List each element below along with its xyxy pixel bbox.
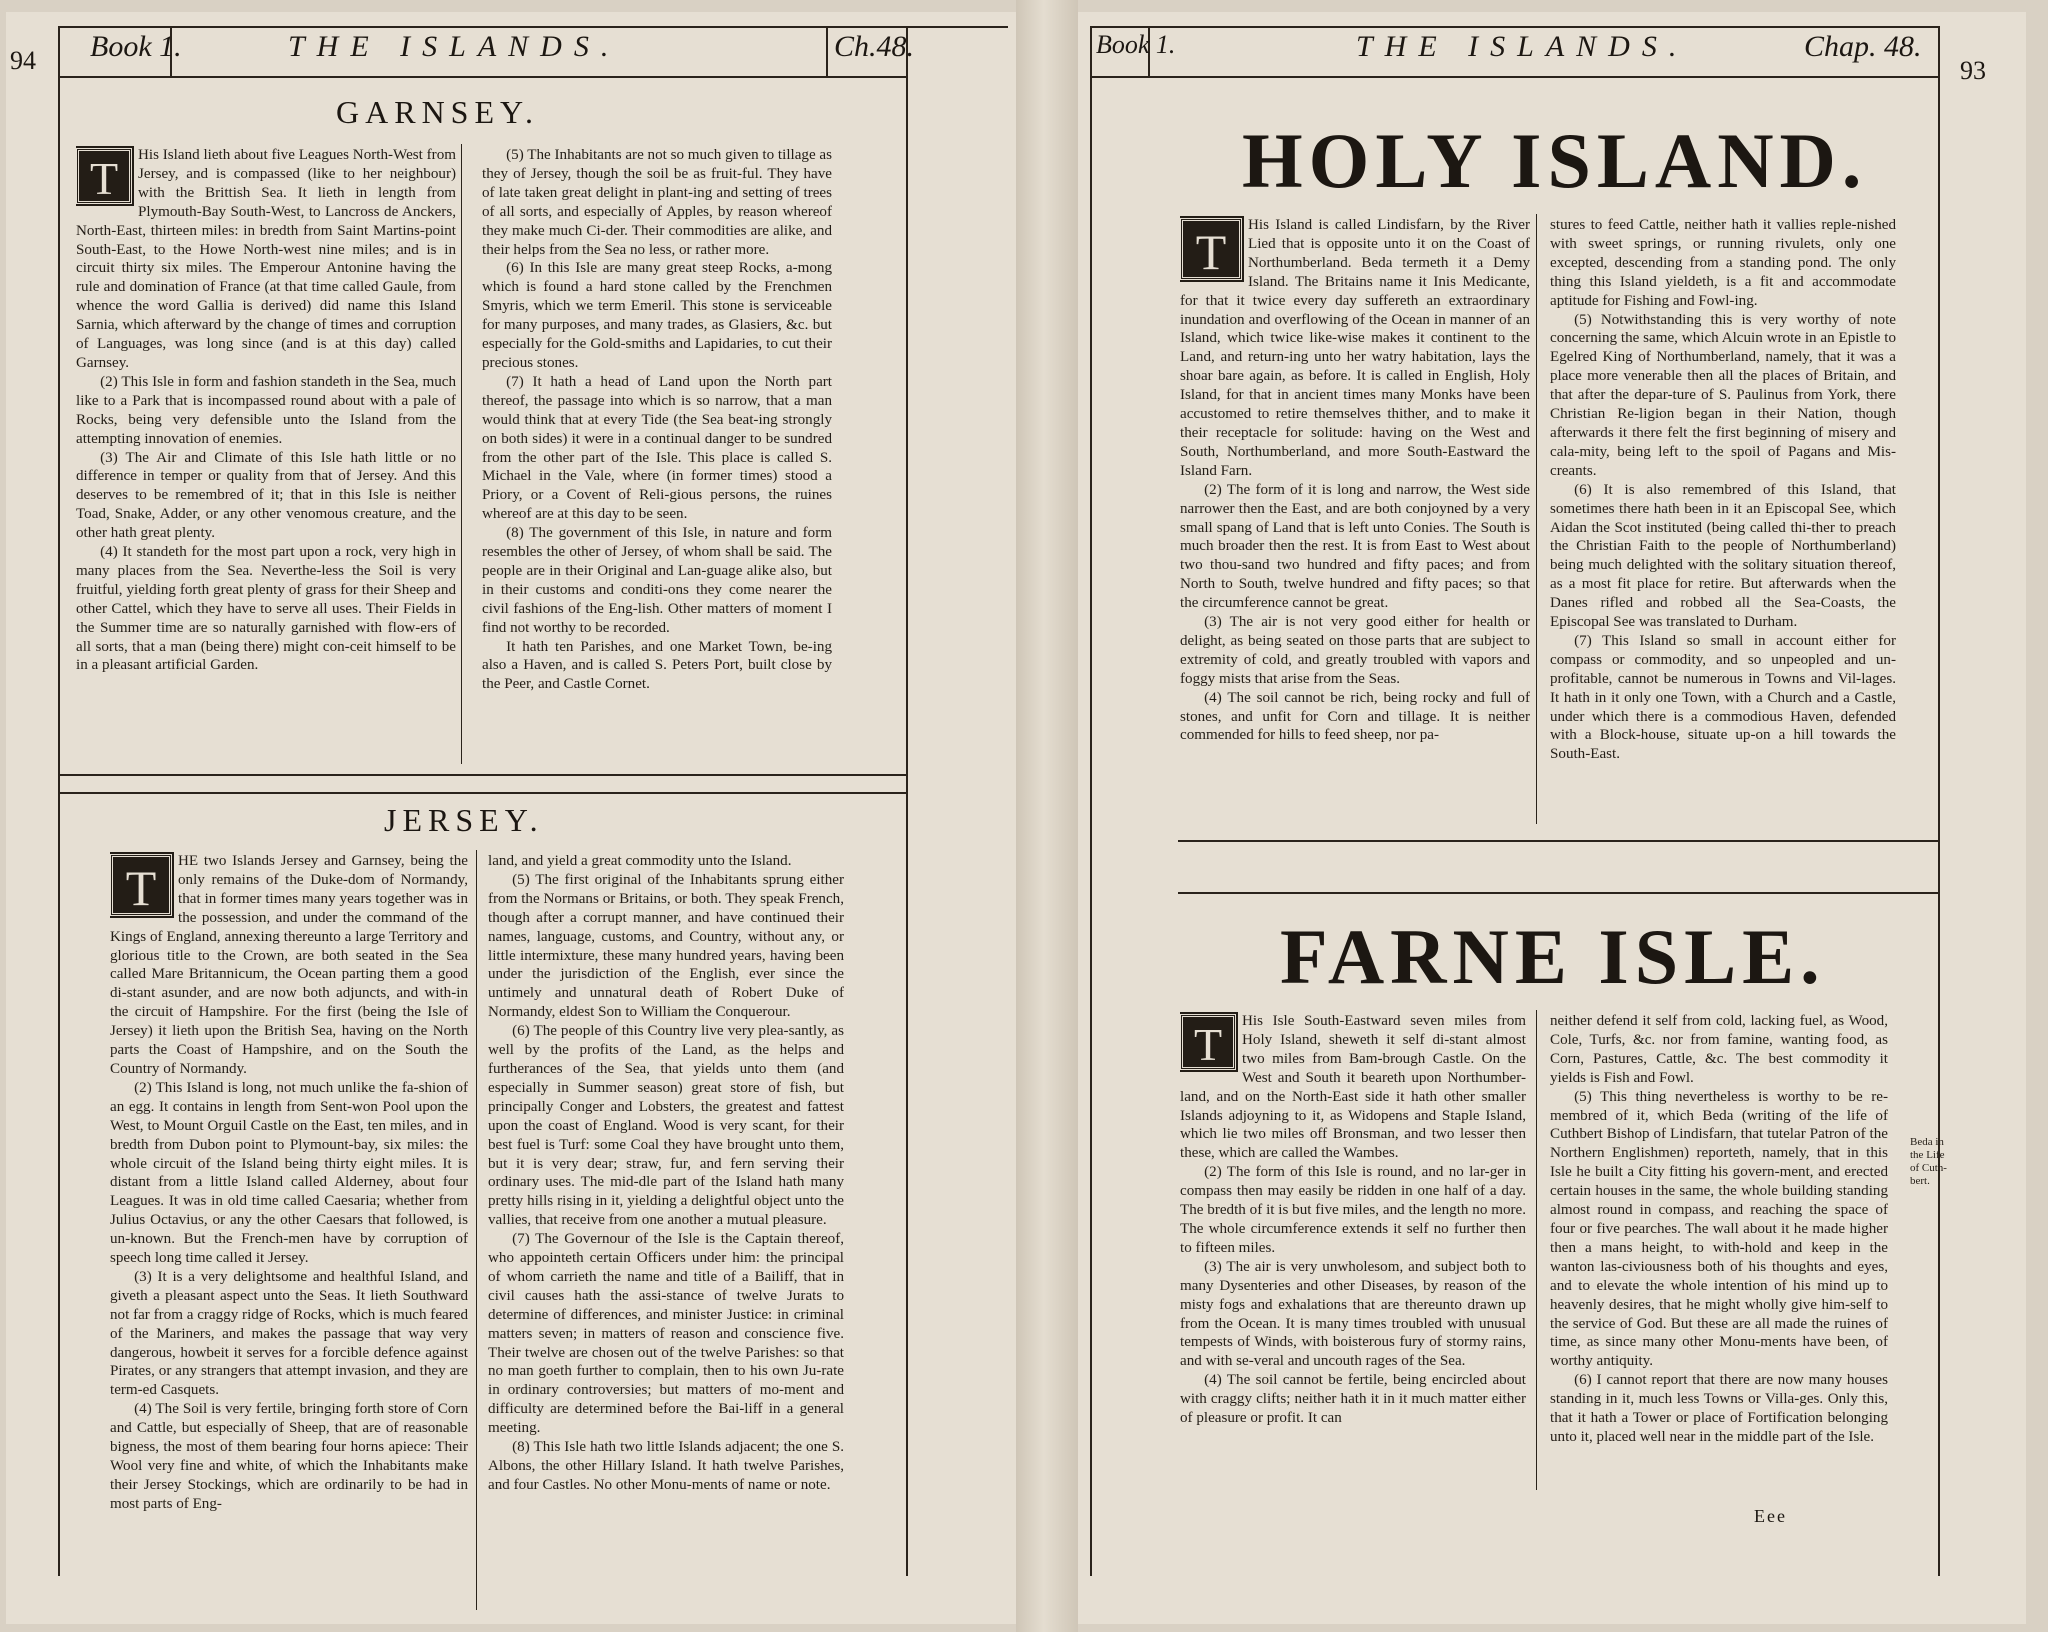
paragraph: (6) I cannot report that there are now many houses standing in it, much less Towns or Villa-ges. Only this, that it hath a Tower or place of Fortification belonging unto it, placed well near in the middle part of the Isle. xyxy=(1550,1372,1888,1445)
paragraph: (3) It is a very delightsome and healthful Island, and giveth a pleasant aspect unto the Seas. It lieth Southward not far from a craggy ridge of Rocks, which is much feared of the Mariners, and makes the passage that way very dangerous, howbeit it serves for a forcible defence against Pirates, or any strangers that attempt invasion, and they are term-ed Casquets. xyxy=(110,1268,468,1399)
paragraph: (7) This Island so small in account either for compass or commodity, and so unpeopled and un-profitable, cannot be numerous in Towns and Vil-lages. It hath in it only one Town, with a Church and a Castle, under which there is a commodious Haven, defended with a Block-house, situate up-on a hill towards the South-East. xyxy=(1550,632,1896,763)
paragraph: neither defend it self from cold, lacking fuel, as Wood, Cole, Turfs, &c. nor from famine, wanting food, as Corn, Pastures, Cattle, &c. The best commodity it yields is Fish and Fowl. xyxy=(1550,1013,1888,1086)
paragraph: (7) It hath a head of Land upon the North part thereof, the passage into which is so narrow, that a man would think that at every Tide (the Sea beat-ing strongly on both sides) it were in a continual danger to be sundred from the other part of the Isle. This place is called S. Michael in the Vale, where (in former times) stood a Priory, or a Covent of Reli-gious persons, the ruines whereof are at this day to be seen. xyxy=(482,373,832,523)
section-title-jersey: JERSEY. xyxy=(384,802,544,838)
frame-line xyxy=(58,26,1008,28)
book-gutter xyxy=(1016,0,1078,1632)
paragraph: (3) The Air and Climate of this Isle hath little or no difference in temper or quality from that of Jersey. And this deserves to be remembred of it; that in this Isle is neither Toad, Snake, Adder, or any other venomous creature, and the other hath great plenty. xyxy=(76,449,456,542)
paragraph: (4) It standeth for the most part upon a rock, very high in many places from the Sea. Neverthe-less the Soil is very fruitful, yielding forth great plenty of grass for their Sheep and other Cattel, which they have to serve all uses. Their Fields in the Summer time are so naturally garnished with flow-ers of all sorts, that a man (being there) might con-ceit himself to be in a pleasant artificial Garden. xyxy=(76,544,456,674)
catchword: Eee xyxy=(1754,1506,1787,1526)
paragraph: (4) The soil cannot be rich, being rocky and full of stones, and unfit for Corn and tillage. It is neither commended for hills to feed sheep, nor pa- xyxy=(1180,689,1530,744)
frame-line xyxy=(1938,26,1940,1576)
farne-isle-column-1 xyxy=(1180,1012,1526,1572)
running-header-chapter: Chap. 48. xyxy=(1804,30,1922,63)
paragraph: (2) This Island is long, not much unlike the fa-shion of an egg. It contains in length from Sent-won Pool upon the West, to Mount Orguil Castle on the East, ten miles, and in bredth from Dubon point to Plymount-bay, six miles: the whole circuit of the Island being thirty eight miles. It is distant from a little Island called Alderney, about four Leagues. It was in old time called Caesaria; whether from Julius Octavius, or any the other Caesars that followed, is un-known. But the French-men have by corruption of speech long time called it Jersey. xyxy=(110,1079,468,1267)
paragraph: His Island lieth about five Leagues North-West from Jersey, and is compassed (like to her neighbour) with the Brittish Sea. It lieth in length from Plymouth-Bay South-West, to Lancross de Anckers, North-East, thirteen miles: in bredth from Saint Martins-point South-East, to the Howe North-west nine miles; and is in circuit thirty six miles. The Emperour Antonine having the rule and domination of France (at that time called Gaule, from whence the word Gallia is derived) did name this Island Sarnia, which afterward by the change of times and corruption of Languages, was long since (and is at this day) called Garnsey. xyxy=(76,147,456,371)
running-header-book: Book 1. xyxy=(1096,30,1176,59)
paragraph: land, and yield a great commodity unto the Island. xyxy=(488,853,792,869)
holy-island-column-1 xyxy=(1180,216,1530,836)
section-divider xyxy=(1178,892,1938,894)
drop-cap: T xyxy=(1180,1014,1236,1070)
frame-line xyxy=(1090,26,1940,28)
column-divider xyxy=(1536,1010,1537,1490)
section-title-farne-isle: FARNE ISLE. xyxy=(1280,913,1826,1000)
drop-cap: T xyxy=(110,854,172,916)
paragraph: (8) This Isle hath two little Islands adjacent; the one S. Albons, the other Hillary Island. It hath twelve Parishes, and four Castles. No other Monu-ments of name or note. xyxy=(488,1439,844,1493)
jersey-column-2 xyxy=(488,852,844,1612)
paragraph: (2) The form of this Isle is round, and no lar-ger in compass then may easily be ridden in one half of a day. The bredth of it is but five miles, and the length no more. The whole circumference extends it self no further then to fifteen miles. xyxy=(1180,1164,1526,1256)
section-divider xyxy=(58,774,908,776)
jersey-column-1 xyxy=(110,852,468,1612)
paragraph: (5) The first original of the Inhabitants sprung either from the Normans or Britains, or both. They speak French, though after a corrupt manner, and have continued their names, language, customs, and Country, without any, or little intermixture, these many hundred years, having been under the jurisdiction of the English, ever since the untimely and unnatural death of Robert Duke of Normandy, eldest Son to William the Conquerour. xyxy=(488,871,844,1021)
farne-isle-column-2 xyxy=(1550,1012,1888,1522)
paragraph: His Island is called Lindisfarn, by the River Lied that is opposite unto it on the Coast of Northumberland. Beda termeth it a Demy Island. The Britains name it Inis Medicante, for that it twice every day suffereth an extraordinary inundation and overflowing of the Ocean in manner of an Island, which twice like-wise makes it continent to the Land, and return-ing unto her watry habitation, lays the shoar bare again, as before. It is called in English, Holy Island, for that in ancient times many Monks have been accustomed to retire themselves thither, and to make it their receptacle for solitude: having on the West and South, Northumberland, and more South-Eastward the Island Farn. xyxy=(1180,217,1530,479)
frame-line xyxy=(1090,76,1940,78)
paragraph: (5) Notwithstanding this is very worthy of note concerning the same, which Alcuin wrote in an Epistle to Egelred King of Northumberland, namely, that it was a place more venerable then all the places of Britain, and that after the depar-ture of S. Paulinus from York, there Christian Re-ligion began in their Nation, though afterwards it there felt the first beginning of misery and cala-mity, being left to the spoil of Pagans and Mis-creants. xyxy=(1550,311,1896,479)
page-number: 94 xyxy=(10,46,36,75)
paragraph: (2) The form of it is long and narrow, the West side narrower then the East, and are both conjoyned by a very small spang of Land that is left unto Conies. The South is much broader then the rest. It is from East to West about two thou-sand two hundred and fifty paces; and from North to South, twelve hundred and fifty paces; so that the circumference cannot be great. xyxy=(1180,481,1530,612)
paragraph: His Isle South-Eastward seven miles from Holy Island, sheweth it self di-stant almost two miles from Bam-brough Castle. On the West and South it beareth upon Northumber-land, and on the North-East side it hath other smaller Islands adjoyning to it, as Widopens and Staple Island, which lie two miles off Bronsman, and two lesser then these, which are called the Wambes. xyxy=(1180,1013,1526,1162)
left-page xyxy=(6,12,1016,1624)
running-header-title: THE ISLANDS. xyxy=(1356,30,1689,63)
drop-cap: T xyxy=(1180,218,1242,280)
garnsey-column-2 xyxy=(482,146,832,766)
margin-note: Beda in the Life of Cuth-bert. xyxy=(1910,1136,1947,1187)
paragraph: (4) The soil cannot be fertile, being encircled about with craggy clifts; neither hath it in it much matter either of pleasure or profit. It can xyxy=(1180,1372,1526,1427)
running-header-title: THE ISLANDS. xyxy=(288,30,621,63)
paragraph: (5) The Inhabitants are not so much given to tillage as they of Jersey, though the soil be as fruit-ful. They have of late taken great delight in plant-ing and setting of trees of all sorts, and especially of Apples, by reason whereof they make much Ci-der. Their commodities are alike, and their helps from the Sea no less, or rather more. xyxy=(482,147,832,258)
column-divider xyxy=(1536,214,1537,824)
paragraph: (5) This thing nevertheless is worthy to be re-membred of it, which Beda (writing of the life of Cuthbert Bishop of Lindisfarn, that tutelar Patron of the Northern Englishmen) reporteth, namely, that in this Isle he built a City fitting his govern-ment, and erected certain houses in the same, the whole building standing almost round in compass, and reaching the space of four or five pearches. The wall about it he made higher then a mans height, to with-hold and keep in the wanton las-civiousness both of his thoughts and eyes, and to elevate the whole intention of his mind up to heavenly desires, that he might wholly give him-self to the service of God. But these are all made the ruines of time, as since many other Monu-ments have been, of worthy antiquity. xyxy=(1550,1088,1888,1370)
frame-line xyxy=(58,76,908,78)
running-header-chapter: Ch.48. xyxy=(834,30,915,63)
right-page xyxy=(1078,12,2026,1624)
paragraph: (6) In this Isle are many great steep Rocks, a-mong which is found a hard stone called by the Frenchmen Smyris, which we term Emeril. This stone is serviceable for many purposes, and many trades, as Glasiers, &c. but especially for the Gold-smiths and Lapidaries, to cut their precious stones. xyxy=(482,260,832,371)
frame-line xyxy=(826,26,828,76)
paragraph: (6) It is also remembred of this Island, that sometimes there hath been in it an Episcopal See, which Aidan the Scot instituted (being called thi-ther to preach the Christian Faith to the people of Northumberland) being much delighted with the solitary situation thereof, as a most fit place for retire. But afterwards when the Danes rifled and robbed all the Sea-Coasts, the Episcopal See was translated to Durham. xyxy=(1550,481,1896,631)
frame-line xyxy=(58,26,60,1576)
holy-island-column-2 xyxy=(1550,216,1896,836)
paragraph: It hath ten Parishes, and one Market Town, be-ing also a Haven, and is called S. Peters Port, built close by the Peer, and Castle Cornet. xyxy=(482,638,832,693)
paragraph: (8) The government of this Isle, in nature and form resembles the other of Jersey, of whom shall be said. The people are in their Original and Lan-guage alike also, but in their customs and conditi-ons they come nearer the civil fashions of the Eng-lish. Other matters of moment I find not worthy to be recorded. xyxy=(482,525,832,636)
section-title-garnsey: GARNSEY. xyxy=(336,94,539,130)
drop-cap: T xyxy=(76,148,132,204)
column-divider xyxy=(461,144,462,764)
paragraph: stures to feed Cattle, neither hath it vallies reple-nished with sweet springs, or running rivulets, only one excepted, descending from a standing pond. The only thing this Island yieldeth, is a fit and accommodate aptitude for Fishing and Fowl-ing. xyxy=(1550,217,1896,309)
paragraph: (3) The air is very unwholesom, and subject both to many Dysenteries and other Diseases, by reason of the misty fogs and exhalations that are thereunto drawn up from the Ocean. It is many times troubled with unusual tempests of Winds, with boisterous fury of stormy rains, and with se-veral and uncouth rages of the Sea. xyxy=(1180,1258,1526,1370)
running-header-book: Book 1. xyxy=(90,30,182,63)
paragraph: (7) The Governour of the Isle is the Captain thereof, who appointeth certain Officers under him: the principal of whom carrieth the name and title of a Bailiff, that in civil causes hath the assi-stance of twelve Jurats to determine of differences, and minister Justice: in criminal matters seven; in matters of reason and conscience five. Their twelve are chosen out of the twelve Parishes: so that no man goeth further to complain, then to his own Ju-rate in ordinary controversies; but matters of mo-ment and difficulty are determined before the Bai-liff in a general meeting. xyxy=(488,1231,844,1437)
paragraph: (4) The Soil is very fertile, bringing forth store of Corn and Cattle, but especially of Sheep, that are of reasonable bigness, the most of them bearing four horns apiece: Their Wool very fine and white, of which the Inhabitants make their Jersey Stockings, which are ordinarily to be had in most parts of Eng- xyxy=(110,1401,468,1512)
column-divider xyxy=(476,850,477,1610)
section-title-holy-island: HOLY ISLAND. xyxy=(1242,117,1868,204)
paragraph: HE two Islands Jersey and Garnsey, being the only remains of the Duke-dom of Normandy, that in former times many years together was in the possession, and under the command of the Kings of England, annexing thereunto a large Territory and glorious title to the Crown, are both seated in the Sea called Mare Britannicum, the Ocean parting them a good di-stant asunder, and are now both adjuncts, and with-in the circuit of Hampshire. For the first (being the Isle of Jersey) it lieth upon the British Sea, having on the North parts the Coast of Hampshire, and on the South the Country of Normandy. xyxy=(110,853,468,1077)
frame-line xyxy=(1090,26,1092,1576)
paragraph: (6) The people of this Country live very plea-santly, as well by the profits of the Land, as the helps and furtherances of the Sea, that yields unto them (and especially in Summer season) great store of fish, but principally Conger and Lobsters, the greatest and fattest upon the coast of England. Wood is very scant, for their best fuel is Turf: some Coal they have brought unto them, but it is very dear; straw, fur, and fern serving their ordinary uses. The mid-dle part of the Island hath many pretty hills rising in it, yielding a delightful object unto the vallies, that receive from one another a mutual pleasure. xyxy=(488,1023,844,1229)
page-number: 93 xyxy=(1960,56,1986,85)
frame-line xyxy=(906,26,908,1576)
paragraph: (3) The air is not very good either for health or delight, as being seated on those parts that are subject to extremity of cold, and greatly troubled with vapors and foggy mists that arise from the Seas. xyxy=(1180,614,1530,687)
garnsey-column-1 xyxy=(76,146,456,766)
section-divider xyxy=(1178,840,1938,842)
section-divider xyxy=(58,792,908,794)
paragraph: (2) This Isle in form and fashion standeth in the Sea, much like to a Park that is incompassed round about with a pale of Rocks, being very defensible unto the Island from the attempting innovation of enemies. xyxy=(76,373,456,447)
